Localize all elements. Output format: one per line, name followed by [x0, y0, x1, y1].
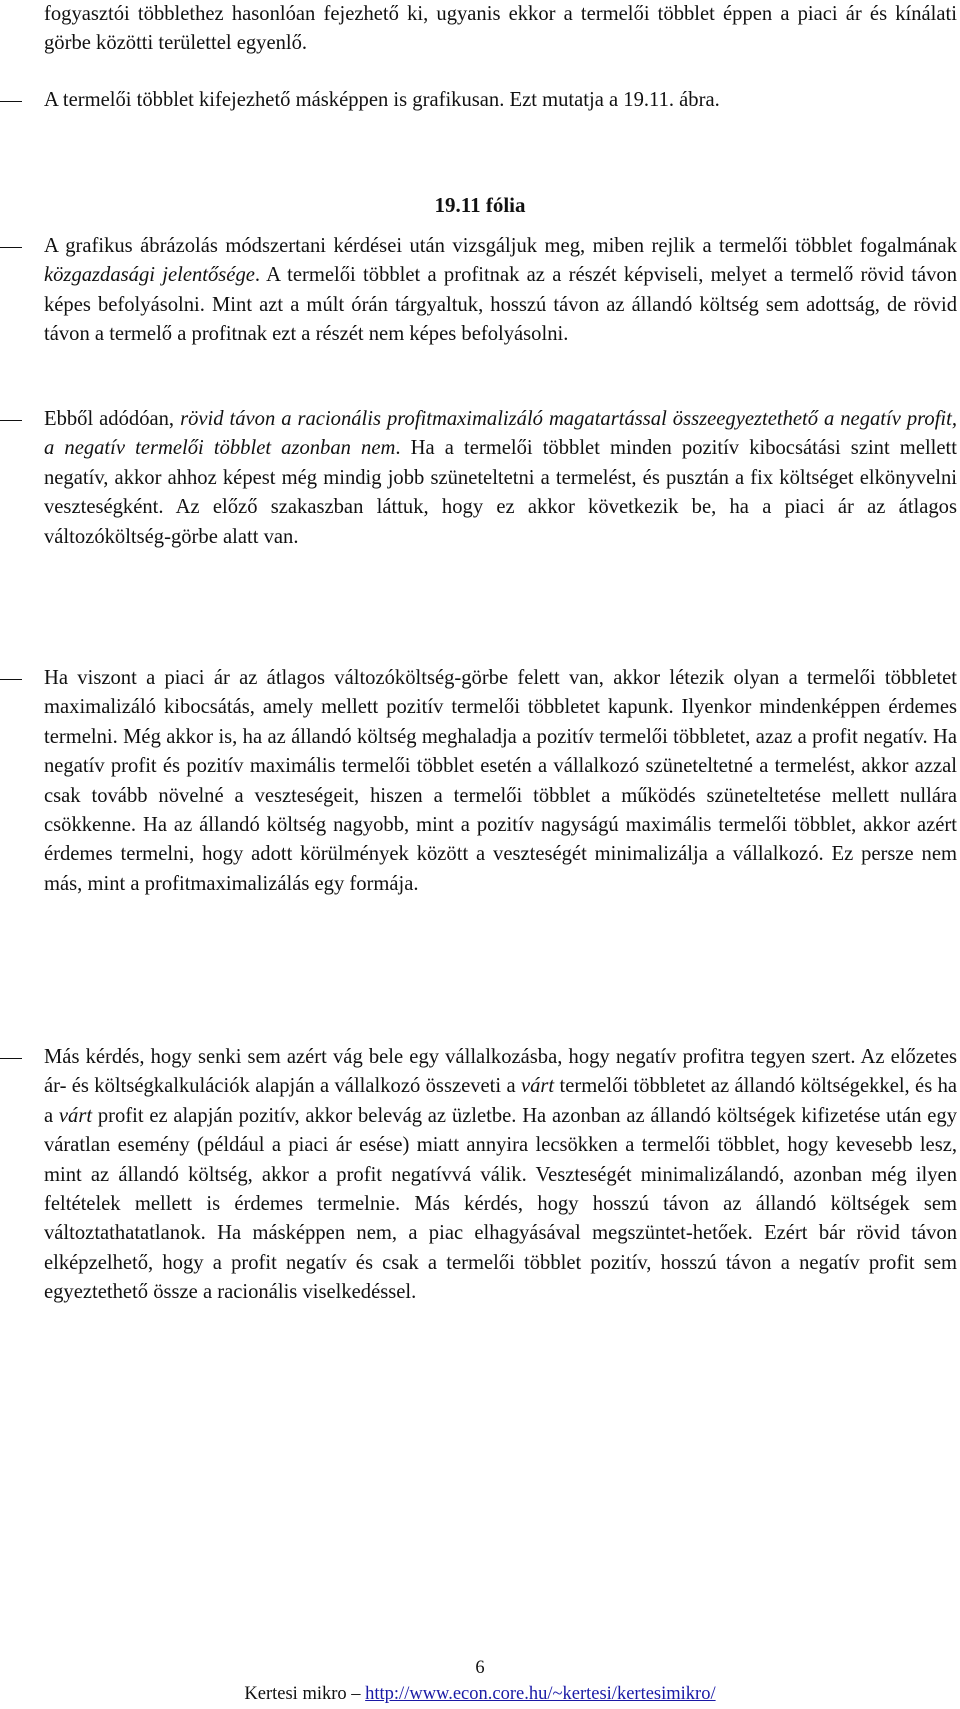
paragraph-text: Ebből adódóan, — [44, 408, 181, 430]
paragraph-short-run — [44, 405, 957, 552]
dash-bullet — [0, 679, 22, 680]
paragraph-economic-meaning — [44, 232, 957, 350]
paragraph-positive-surplus — [44, 664, 957, 899]
dash-bullet — [0, 101, 22, 102]
paragraph-text: Ha viszont a piaci ár az átlagos változóköltség-görbe felett van, akkor létezik olyan a termelői többletet maximalizáló kibocsátás, amely mellett pozitív termelői többletet kapunk. Ilyenkor mindenképpen érdemes termelni. Még akkor is, ha az állandó költség meghaladja a pozitív termelői többletet, azaz a profit negatív. Ha negatív profit és pozitív maximális termelői többlet esetén a vállalkozó szüneteltetné a termelést, akkor azzal csak tovább növelné a veszteségeit, hiszen a termelői többlet a működés szüneteltetése mellett nullára csökkenne. Ha az állandó költség nagyobb, mint a pozitív nagyságú maximális termelői többlet, akkor azért érdemes termelni, hogy adott körülmények között a veszteségét minimalizálja a vállalkozó. Ez persze nem más, mint a profitmaximalizálás egy formája. — [44, 667, 957, 895]
emphasis-text: közgazdasági jelentősége — [44, 264, 255, 287]
page-footer — [0, 1682, 960, 1706]
dash-bullet — [0, 420, 22, 421]
emphasis-text: várt — [58, 1104, 93, 1127]
paragraph-text: . A termelői többlet a profitnak az a részét képviseli, melyet a termelő rövid távon képes befolyásolni. Mint azt a múlt órán tárgyaltuk, hosszú távon az állandó költség sem adottság, de rövid távon a termelő a profitnak ezt a részét nem képes befolyásolni. — [44, 264, 957, 346]
emphasis-text: rövid távon a racionális profitmaximalizáló magatartással összeegyeztethető a negatív profit, a negatív termelői többlet azonban nem — [44, 408, 958, 460]
paragraph-negative-profit — [44, 1043, 957, 1308]
paragraph-text: . Ha a termelői többlet minden pozitív kibocsátási szint mellett negatív, akkor ahhoz képest még mindig jobb szüneteltetni a termelést, és pusztán a fix költséget elkönyvelni veszteségként. Az előző szakaszban láttuk, hogy ez akkor következik be, ha a piaci ár az átlagos változóköltség-görbe alatt van. — [44, 437, 957, 548]
footer-link[interactable]: http://www.econ.core.hu/~kertesi/kertesimikro/ — [365, 1684, 716, 1704]
page-number: 6 — [475, 1658, 485, 1678]
paragraph-text: A grafikus ábrázolás módszertani kérdései után vizsgáljuk meg, miben rejlik a termelői többlet fogalmának — [44, 235, 957, 257]
paragraph-text: Más kérdés, hogy senki sem azért vág bele egy vállalkozásba, hogy negatív profitra tegyen szert. Az előzetes ár- és költségkalkulációk alapján a vállalkozó összeveti a — [44, 1046, 957, 1098]
paragraph-continued — [44, 0, 957, 59]
paragraph-text: fogyasztói többlethez hasonlóan fejezhető ki, ugyanis ekkor a termelői többlet éppen a piaci ár és kínálati görbe közötti területtel egyenlő. — [44, 3, 957, 55]
section-heading: 19.11 fólia — [434, 193, 526, 217]
emphasis-text: várt — [520, 1075, 555, 1098]
paragraph-text: A termelői többlet kifejezhető másképpen is grafikusan. Ezt mutatja a 19.11. ábra. — [44, 89, 720, 111]
paragraph-graphic-reference — [44, 86, 957, 115]
paragraph-text: profit ez alapján pozitív, akkor belevág az üzletbe. Ha azonban az állandó költségek kifizetése után egy váratlan esemény (például a piaci ár esése) miatt annyira lecsökken a termelői többlet, hogy kevesebb lesz, mint az állandó költség, akkor a profit negatívvá válik. Veszteségét minimalizálandó, azonban még ilyen feltételek mellett is érdemes termelnie. Más kérdés, hogy hosszú távon az állandó költségek sem változtathatatlanok. Ha másképpen nem, a piac elhagyásával megszüntet-hetőek. Ezért bár rövid távon elképzelhető, hogy a profit negatív és csak a termelői többlet pozitív, hosszú távon a negatív profit sem egyeztethető össze a racionális viselkedéssel. — [44, 1104, 957, 1304]
footer-prefix: Kertesi mikro – — [244, 1684, 366, 1704]
dash-bullet — [0, 1058, 22, 1059]
dash-bullet — [0, 247, 22, 248]
paragraph-text: termelői többletet az állandó költségekkel, és ha a — [44, 1075, 958, 1127]
